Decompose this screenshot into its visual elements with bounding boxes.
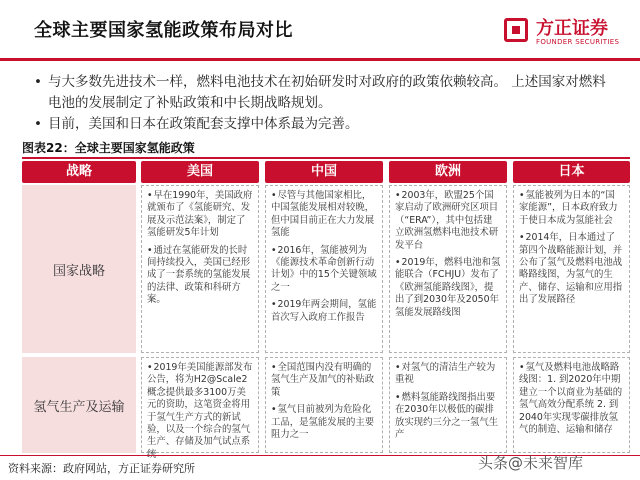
watermark: 头条@未来智库 bbox=[478, 454, 584, 472]
brand-logo bbox=[500, 8, 636, 52]
table-cell bbox=[389, 185, 507, 353]
cell-point: • 尽管与其他国家相比，中国氢能发展相对较晚，但中国目前正在大力发展氢能 bbox=[271, 190, 377, 240]
table-cell bbox=[389, 357, 507, 453]
header-cell-china: 中国 bbox=[265, 161, 383, 183]
page-header bbox=[0, 0, 640, 58]
page-title: 全球主要国家氢能政策布局对比 bbox=[34, 20, 293, 41]
cell-point: • 2016年，氢能被列为《能源技术革命创新行动计划》中的15个关键领域之一 bbox=[271, 245, 377, 295]
cell-point: • 2019年美国能源部发布公告，将为H2@Scale2概念提供最多3100万美元的资助，这笔资金将用于氢气生产方式的新试验，以及一个综合的氢气生产、存储及加气试点系 bbox=[147, 362, 253, 461]
cell-point: • 通过在氢能研发的长时间持续投入，美国已经形成了一套系统的氢能发展的法律、政策和科研方案。 bbox=[147, 245, 253, 307]
cell-point: • 早在1990年，美国政府就颁布了《氢能研究、发展及示范法案》，制定了氢能研发5年计划 bbox=[147, 190, 253, 240]
table-cell bbox=[513, 357, 630, 453]
cell-point: • 2019年，燃料电池和氢能联合（FCHJU）发布了《欧洲氢能路线图》，提出了到2030年及2050年氢能发展路线图 bbox=[395, 257, 501, 319]
cell-point: • 氢气及燃料电池战略路线图：1. 到2020年中期建立一个以商业为基础的氢气高效分配系统 2. 到2040年实现零碳排放氢气的制造、运输和储存 bbox=[519, 362, 624, 436]
bullet-item: • 与大多数先进技术一样，燃料电池技术在初始研发时对政府的政策依赖较高。 上述国家对燃料电池的发展制定了补贴政策和中长期战略规划。 bbox=[34, 72, 614, 114]
header-cell-japan: 日本 bbox=[513, 161, 630, 183]
cell-point: • 燃料氢能路线图指出要在2030年以极低的碳排放实现约三分之一氢气生产 bbox=[395, 392, 501, 442]
cell-point: • 2014年，日本通过了第四个战略能源计划，并公布了氢气及燃料电池战略路线图，为氢气的生产、储存、运输和应用指出了发展路径 bbox=[519, 232, 624, 306]
cell-point: • 氢能被列为日本的“国家能源”，日本政府致力于使日本成为氢能社会 bbox=[519, 190, 624, 227]
table-cell bbox=[265, 185, 383, 353]
cell-point: • 2019年两会期间，氢能首次写入政府工作报告 bbox=[271, 299, 377, 324]
table-cell bbox=[513, 185, 630, 353]
table-cell bbox=[141, 185, 259, 353]
cell-point: • 全国范围内没有明确的氢气生产及加气的补贴政策 bbox=[271, 362, 377, 399]
bullet-list bbox=[34, 72, 614, 135]
brand-name: 方正证券 bbox=[536, 18, 608, 39]
caption-divider bbox=[22, 157, 630, 159]
header-cell-europe: 欧洲 bbox=[389, 161, 507, 183]
row-label-hydrogen-production: 氢气生产及运输 bbox=[22, 357, 136, 453]
row-label-national-strategy: 国家战略 bbox=[22, 185, 136, 353]
figure-caption: 图表22：全球主要国家氢能政策 bbox=[22, 141, 195, 155]
cell-point: • 氢气目前被列为危险化工品，是氢能发展的主要阻力之一 bbox=[271, 404, 377, 441]
header-cell-usa: 美国 bbox=[141, 161, 259, 183]
table-cell bbox=[265, 357, 383, 453]
header-cell-strategy: 战略 bbox=[22, 161, 136, 183]
brand-name-en: FOUNDER SECURITIES bbox=[536, 38, 620, 46]
header-divider bbox=[0, 58, 640, 61]
source-note: 资料来源：政府网站，方正证券研究所 bbox=[8, 462, 195, 475]
cell-point: • 2003年，欧盟25个国家启动了欧洲研究区项目（“ERA”），其中包括建立欧洲氢燃料电池技术研发平台 bbox=[395, 190, 501, 252]
bullet-item: • 目前，美国和日本在政策配套支撑中体系最为完善。 bbox=[34, 114, 614, 135]
logo-icon bbox=[504, 18, 528, 42]
table-cell bbox=[141, 357, 259, 453]
cell-point: • 对氢气的清洁生产较为重视 bbox=[395, 362, 501, 387]
